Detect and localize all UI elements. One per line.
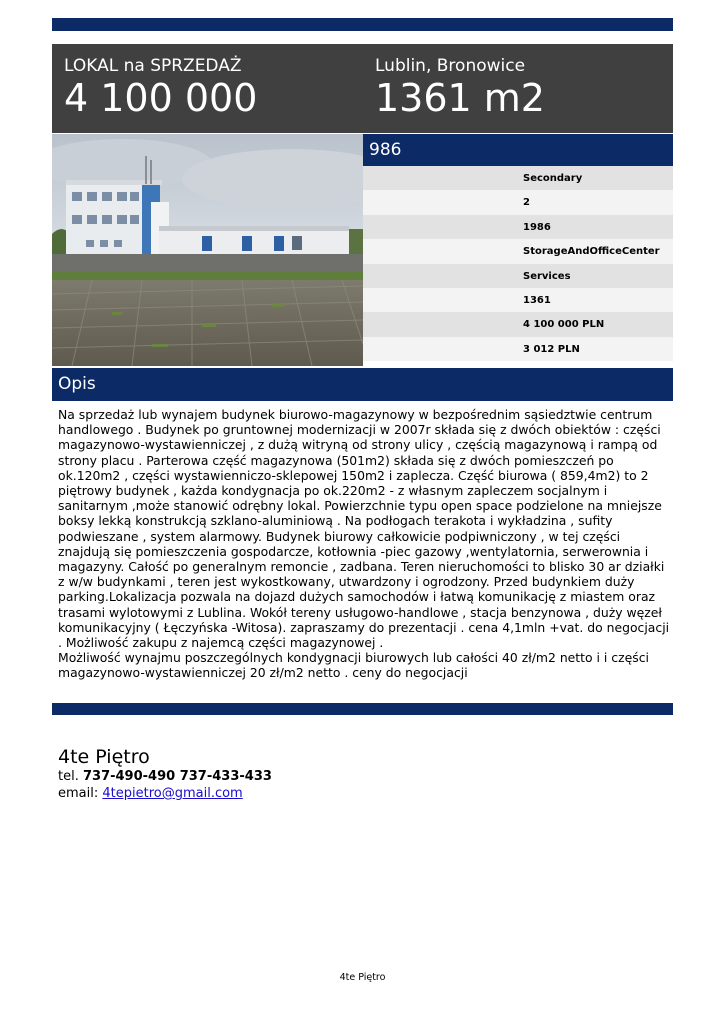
detail-row	[363, 190, 673, 214]
description-heading-bar	[52, 368, 673, 401]
listing-id-bar	[363, 134, 673, 166]
description-text: Na sprzedaż lub wynajem budynek biurowo-magazynowy w bezpośrednim sąsiedztwie centrum handlowego . Budynek po gruntownej modernizacji w 2007r składa się z dwóch obiektów : części magazynowo-wystawienniczej , z dużą witryną od strony ulicy , częścią magazynową i rampą od strony placu . Parterowa część magazynowa (501m2) składa się z dwóch pomieszczeń po ok.120m2 , części wystawienniczo-sklepowej 150m2 i zaplecza. Część biurowa ( 859,4m2) to 2 piętrowy budynek , każda kondygnacja po ok.220m2 - z własnym zapleczem socjalnym i sanitarnym ,może stanowić odrębny lokal. Powierzchnie typu open space podzielone na mniejsze boksy lekką konstrukcją szklano-aluminiową . Na podłogach terakota i wykładzina , sufity podwieszane , system alarmowy. Budynek biurowy całkowicie podpiwniczony , w tej części znajdują się pomieszczenia gospodarcze, kotłownia -piec gazowy ,wentylatornia, serwerownia i magazyny. Całość po generalnym remoncie , zadbana. Teren nieruchomości to blisko 30 ar działki z w/w budynkami , teren jest wykostkowany, utwardzony i ogrodzony. Przed budynkiem duży parking.Lokalizacja pozwala na dojazd dużych samochodów i łatwą komunikację z miastem oraz trasami wylotowymi z Lublina. Wokół tereny usługowo-handlowe , stacja benzynowa , duży węzeł komunikacyjny ( Łęczyńska -Witosa). zapraszamy do prezentacji . cena 4,1mln +vat. do negocjacji . Możliwość zakupu z najemcą części magazynowej . Możliwość wynajmu poszczególnych kondygnacji biurowych lub całości 40 zł/m2 netto i i części magazynowo-wystawienniczej 20 zł/m2 netto . ceny do negocjacji	[58, 407, 670, 681]
detail-row	[363, 264, 673, 288]
property-photo	[52, 134, 363, 366]
description-title: Opis	[58, 374, 96, 394]
listing-id: 986	[369, 140, 402, 160]
offer-type: LOKAL na SPRZEDAŻ	[64, 56, 242, 76]
phone-numbers: 737-490-490 737-433-433	[82, 769, 272, 784]
detail-row	[363, 239, 673, 263]
detail-row	[363, 166, 673, 190]
email-line	[58, 785, 272, 802]
details-table	[363, 166, 673, 361]
detail-row	[363, 288, 673, 312]
email-label: email:	[58, 786, 99, 801]
header-right	[375, 56, 545, 120]
top-accent-bar	[52, 18, 673, 31]
price: 4 100 000	[64, 76, 258, 120]
email-link[interactable]: 4tepietro@gmail.com	[102, 786, 243, 801]
detail-value: 1361	[523, 294, 551, 306]
detail-value: 2	[523, 197, 530, 209]
header-left	[64, 56, 257, 120]
area: 1361 m2	[375, 76, 545, 120]
company-name: 4te Piętro	[58, 746, 150, 768]
bottom-accent-bar	[52, 703, 673, 715]
phone-line	[58, 768, 272, 785]
detail-row	[363, 312, 673, 336]
detail-value: 3 012 PLN	[523, 343, 580, 355]
phone-label: tel.	[58, 769, 79, 784]
detail-value: Secondary	[523, 173, 583, 184]
detail-row	[363, 215, 673, 239]
contact-block	[58, 746, 272, 802]
detail-value: 4 100 000 PLN	[523, 319, 605, 331]
location: Lublin, Bronowice	[375, 56, 526, 76]
detail-value: StorageAndOfficeCenter	[523, 246, 660, 258]
detail-value: Services	[523, 270, 571, 282]
detail-value: 1986	[523, 221, 551, 233]
footer-text: 4te Piętro	[339, 972, 386, 983]
detail-row	[363, 337, 673, 361]
listing-header	[52, 44, 673, 133]
